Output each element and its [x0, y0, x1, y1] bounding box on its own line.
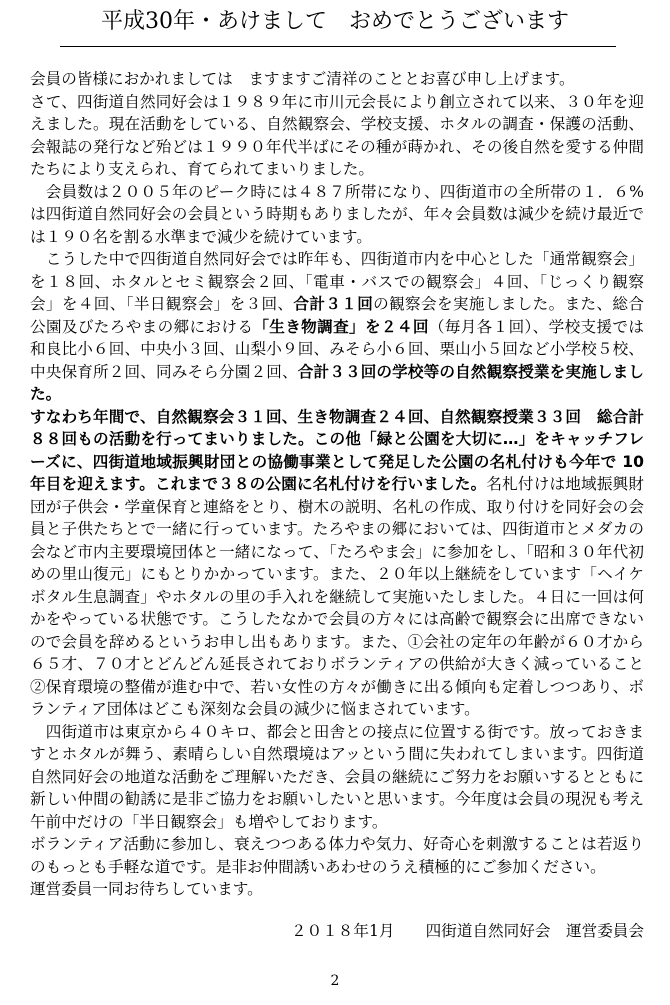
text-segment: 名札付けは地域振興財団が子供会・学童保育と連絡をとり、樹木の説明、名札の作成、取り付けを同好会の会員と子供たちとで一緒に行っています。たろやまの郷においては、四街道市とメダカの会など市内主要環境団体と一緒になって、「たろやま会」に参加をし、「昭和３０年代初めの里山復元」にもとりかかっています。また、２０年以上継続をしています「ヘイケボタル生息調査」やホタルの里の手入れを継続して実施いたしました。４日に一回は何かをやっている状態です。こうしたなかで会員の方々には高齢で観察会に出席できないので会員を辞めるというお申し出もあります。また、①会社の定年の年齢が６０才から６５才、７０才とどんどん延長されておりボランティアの供給が大きく減っていること②保育環境の整備が進む中で、若い女性の方々が働きに出る傾向も定着しつつあり、ボランティア団体はどこも深刻な会員の減少に悩まされています。 [30, 475, 644, 718]
signature-line: ２０１８年1月 四街道自然同好会 運営委員会 [291, 922, 644, 940]
bold-text-segment: 「生き物調査」を２４回 [253, 317, 429, 336]
paragraph [30, 721, 644, 834]
text-segment: 会員の皆様におかれましては ますますご清祥のこととお喜び申し上げます。 [30, 70, 575, 88]
text-segment: ボランティア活動に参加し、衰えつつある体力や気力、好奇心を刺激することは若返りのもっとも手軽な道です。是非お仲間誘いあわせのうえ積極的にご参加ください。 [30, 835, 644, 876]
title-underline [60, 46, 616, 47]
bold-text-segment: 合計３１回 [293, 295, 374, 313]
page-number: 2 [330, 973, 340, 989]
paragraph [30, 91, 644, 181]
paragraph [30, 406, 644, 721]
text-segment: 四街道市は東京から４０キロ、都会と田舎との接点に位置する街です。放っておきますとホタルが舞う、素晴らしい自然環境はアッという間に失われてしまいます。四街道自然同好会の地道な活動をご理解いただき、会員の継続にご努力をお願いするとともに新しい仲間の勧誘に是非ご協力をお願いしたいと思います。今年度は会員の現況も考え午前中だけの「半日観察会」も増やしております。 [30, 722, 644, 831]
text-segment: （毎月各１回）、学校支援では和良比小６回、中央小３回、山梨小９回、みそら小６回、栗山小５回など小学校５校、中央保育所２回、同みそら分園２回、 [30, 317, 644, 381]
text-segment: 運営委員一同お待ちしています。 [30, 880, 263, 898]
page-title: 平成30年・あけまして おめでとうございます [101, 9, 569, 34]
text-segment: の観察会を実施しました。また、総合公園及びたろやまの郷における [30, 295, 644, 336]
paragraph [30, 248, 644, 406]
bold-text-segment: 合計３３回の学校等の自然観察授業を実施しました。 [30, 362, 644, 403]
text-segment: 会員数は２００５年のピーク時には４８７所帯になり、四街道市の全所帯の１．６%は四街道自然同好会の会員という時期もありましたが、年々会員数は減少を続け最近では１９０名を割る水準まで減少を続けています。 [30, 182, 644, 246]
letter-body [30, 68, 644, 901]
paragraph [30, 833, 644, 878]
text-segment: さて、四街道自然同好会は１９８９年に市川元会長により創立されて以来、３０年を迎えました。現在活動をしている、自然観察会、学校支援、ホタルの調査・保護の活動、会報誌の発行など殆どは１９９０年代半ばにその種が蒔かれ、その後自然を愛する仲間たちにより支えられ、育てられてまいりました。 [30, 92, 644, 178]
paragraph [30, 181, 644, 249]
bold-text-segment: すなわち年間で、自然観察会３１回、生き物調査２４回、自然観察授業３３回 総合計８８回もの活動を行ってまいりました。この他「緑と公園を大切に…」をキャッチフレーズに、四街道地域振興財団との協働事業として発足した公園の名札付けも今年で 10 年目を迎えます。これまで３８の公園に名札付けを行いました。 [30, 407, 644, 493]
paragraph [30, 878, 644, 901]
text-segment: こうした中で四街道自然同好会では昨年も、四街道市内を中心とした「通常観察会」を１８回、ホタルとセミ観察会２回、「電車・バスでの観察会」４回、「じっくり観察会」を４回、「半日観察会」を３回、 [30, 250, 644, 313]
paragraph [30, 68, 644, 91]
